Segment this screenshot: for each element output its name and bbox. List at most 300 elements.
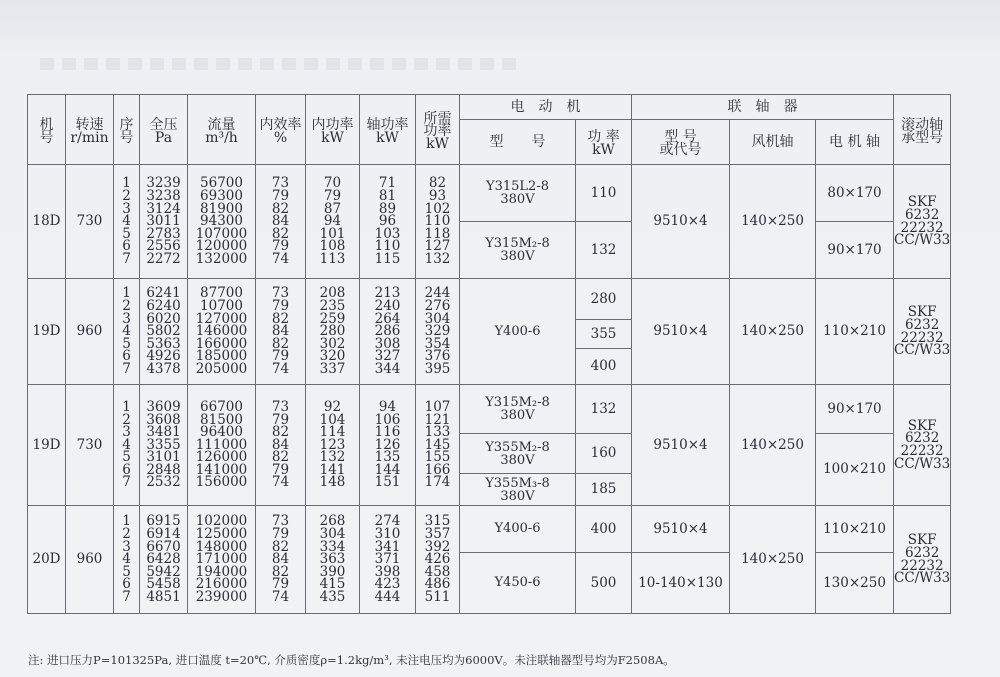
group2-shaft-power-value-2: 240 bbox=[374, 298, 401, 315]
group4-shaft-power-value-3: 341 bbox=[374, 538, 401, 555]
group4-internal-power-value-5: 390 bbox=[319, 563, 346, 580]
group4-efficiency-value-2: 79 bbox=[271, 526, 290, 543]
hdr-coupling-model bbox=[632, 120, 730, 165]
group3-motor-model-3-values bbox=[460, 477, 575, 502]
group4-bearing-value-1: SKF bbox=[907, 532, 937, 549]
group2-required-power-value-1: 244 bbox=[424, 285, 451, 302]
group3-seq-value-1: 1 bbox=[122, 398, 131, 415]
group1-pressure-value-7: 2272 bbox=[146, 250, 181, 267]
group1-flow-value-7: 132000 bbox=[195, 250, 248, 267]
group1-required-power-values bbox=[416, 177, 459, 265]
header-line-2: kW bbox=[321, 129, 344, 146]
group1-motor-power-2: 132 bbox=[576, 222, 632, 279]
group4-required-power-value-7: 511 bbox=[424, 588, 451, 605]
group4-required-power-value-4: 426 bbox=[424, 551, 451, 568]
hdr-shaft-power bbox=[360, 95, 416, 165]
group1-efficiency-values bbox=[256, 177, 305, 265]
group3-shaft-power-value-7: 151 bbox=[374, 474, 401, 491]
group4-seq-value-7: 7 bbox=[122, 588, 131, 605]
group4-coupling-model-2: 10-140×130 bbox=[632, 553, 730, 614]
header-line-2: kW bbox=[592, 142, 615, 158]
group4-flow-value-7: 239000 bbox=[195, 588, 248, 605]
group2-pressure-value-1: 6241 bbox=[146, 285, 181, 302]
group2-efficiency-value-4: 84 bbox=[271, 323, 290, 340]
group4-seq-value-6: 6 bbox=[122, 576, 131, 593]
group3-bearing-value-1: SKF bbox=[907, 417, 937, 434]
group2-seq-value-1: 1 bbox=[122, 285, 131, 302]
header-line-1: 序 bbox=[119, 116, 134, 133]
group1-pressure-value-1: 3239 bbox=[146, 175, 181, 192]
group2-seq-value-2: 2 bbox=[122, 298, 131, 315]
group1-seq-value-6: 6 bbox=[122, 238, 131, 255]
group3-internal-power-values bbox=[306, 398, 359, 491]
group4-pressure-value-7: 4851 bbox=[146, 588, 181, 605]
group2-internal-power-value-6: 320 bbox=[319, 348, 346, 365]
group1-pressure-values bbox=[140, 177, 187, 265]
group4-flow-value-5: 194000 bbox=[195, 563, 248, 580]
group4-pressure-value-4: 6428 bbox=[146, 551, 181, 568]
group4-bearing-values bbox=[894, 532, 951, 587]
group3-efficiency-value-7: 74 bbox=[271, 474, 290, 491]
group4-internal-power-value-1: 268 bbox=[319, 513, 346, 530]
group3-pressure bbox=[140, 385, 188, 506]
group1-coupling-model: 9510×4 bbox=[632, 165, 730, 279]
group2-internal-power-value-5: 302 bbox=[319, 335, 346, 352]
group3-seq bbox=[114, 385, 140, 506]
group2-seq bbox=[114, 279, 140, 385]
group2-shaft-power-value-7: 344 bbox=[374, 360, 401, 377]
group3-seq-value-2: 2 bbox=[122, 411, 131, 428]
footnote: 注: 进口压力P=101325Pa, 进口温度 t=20℃, 介质密度ρ=1.2kg/m³, 未注电压均为6000V。未注联轴器型号均为F2508A。 bbox=[28, 653, 675, 667]
group2-internal-power-value-3: 259 bbox=[319, 310, 346, 327]
hdr-coupling: 联 轴 器 bbox=[632, 95, 894, 120]
group2-seq-value-4: 4 bbox=[122, 323, 131, 340]
group4-motor-model-1: Y400-6 bbox=[460, 506, 576, 553]
group3-motor-model-3-value-1: Y355M₃-8 bbox=[485, 475, 550, 491]
group3-bearing-value-3: 22232 bbox=[900, 443, 944, 459]
group1-required-power-value-7: 132 bbox=[424, 250, 451, 267]
group1-seq-values bbox=[114, 177, 139, 265]
group4-motor-power-1: 400 bbox=[576, 506, 632, 553]
group1-speed: 730 bbox=[66, 165, 114, 279]
group2-shaft-power bbox=[360, 279, 416, 385]
group1-efficiency bbox=[256, 165, 306, 279]
header-line-2: Pa bbox=[154, 129, 173, 146]
group3-flow-value-1: 66700 bbox=[200, 398, 243, 415]
hdr-motor: 电 动 机 bbox=[460, 95, 632, 120]
group4-shaft-power-value-1: 274 bbox=[374, 513, 401, 530]
hdr-machine-no bbox=[28, 95, 66, 165]
hdr-flow bbox=[188, 95, 256, 165]
group3-flow-value-2: 81500 bbox=[200, 411, 243, 428]
group3-motor-model-2-value-2: 380V bbox=[500, 452, 535, 468]
group3-motor-shaft-1: 90×170 bbox=[816, 385, 894, 434]
group4-flow-value-4: 171000 bbox=[195, 551, 248, 568]
group3-motor-model-1-values bbox=[460, 396, 575, 421]
group3-efficiency-value-6: 79 bbox=[271, 461, 290, 478]
group1-shaft-power-value-7: 115 bbox=[374, 250, 401, 267]
group2-shaft-power-value-1: 213 bbox=[374, 285, 401, 302]
header-line-2: 号 bbox=[39, 129, 54, 146]
group3-motor-model-1-value-1: Y315M₂-8 bbox=[485, 395, 550, 411]
group4-pressure-value-6: 5458 bbox=[146, 576, 181, 593]
group3-required-power-values bbox=[416, 398, 459, 491]
group3-efficiency bbox=[256, 385, 306, 506]
group2-required-power-value-2: 276 bbox=[424, 298, 451, 315]
group1-internal-power-value-2: 79 bbox=[323, 188, 342, 205]
header-line-1: 全压 bbox=[149, 116, 178, 133]
group2-fan-shaft: 140×250 bbox=[730, 279, 816, 385]
group3-pressure-value-7: 2532 bbox=[146, 474, 181, 491]
group1-motor-power-1: 110 bbox=[576, 165, 632, 222]
group2-bearing-value-3: 22232 bbox=[900, 329, 944, 346]
group4-coupling-model-1: 9510×4 bbox=[632, 506, 730, 553]
group3-efficiency-value-1: 73 bbox=[271, 398, 290, 415]
group3-flow-value-4: 111000 bbox=[195, 436, 248, 453]
group1-seq-value-5: 5 bbox=[122, 225, 131, 242]
group2-required-power-values bbox=[416, 287, 459, 375]
group3-flow-value-7: 156000 bbox=[195, 474, 248, 491]
group1-machine-no: 18D bbox=[28, 165, 66, 279]
group4-internal-power-values bbox=[306, 515, 359, 603]
group2-motor-model: Y400-6 bbox=[460, 279, 576, 385]
group1-fan-shaft: 140×250 bbox=[730, 165, 816, 279]
group3-motor-model-1 bbox=[460, 385, 576, 434]
header-line-2: r/min bbox=[70, 129, 109, 146]
group4-bearing bbox=[894, 506, 951, 614]
group2-bearing bbox=[894, 279, 951, 385]
group3-motor-model-3 bbox=[460, 474, 576, 506]
group3-required-power-value-1: 107 bbox=[424, 398, 451, 415]
header-line-1: 所需 bbox=[423, 110, 452, 127]
group2-flow-value-2: 10700 bbox=[200, 298, 243, 315]
group3-flow-value-5: 126000 bbox=[195, 449, 248, 466]
header-line-2: m³/h bbox=[205, 129, 238, 146]
group2-internal-power-value-2: 235 bbox=[319, 298, 346, 315]
group4-shaft-power bbox=[360, 506, 416, 614]
group1-shaft-power-value-2: 81 bbox=[378, 188, 397, 205]
group2-efficiency-value-2: 79 bbox=[271, 298, 290, 315]
group3-required-power-value-7: 174 bbox=[424, 474, 451, 491]
group2-flow-value-5: 166000 bbox=[195, 335, 248, 352]
group2-flow-value-7: 205000 bbox=[195, 360, 248, 377]
group1-internal-power-values bbox=[306, 177, 359, 265]
group2-pressure-value-6: 4926 bbox=[146, 348, 181, 365]
group1-flow-value-3: 81900 bbox=[200, 200, 243, 217]
group4-bearing-value-4: CC/W33 bbox=[894, 570, 951, 587]
group4-efficiency-value-3: 82 bbox=[271, 538, 290, 555]
group2-flow-values bbox=[188, 287, 255, 375]
group2-bearing-value-1: SKF bbox=[907, 304, 937, 321]
group2-seq-value-7: 7 bbox=[122, 360, 131, 377]
group3-motor-power-2: 160 bbox=[576, 434, 632, 474]
group4-motor-model-2: Y450-6 bbox=[460, 553, 576, 614]
group1-efficiency-value-2: 79 bbox=[271, 188, 290, 205]
group3-machine-no: 19D bbox=[28, 385, 66, 506]
group2-bearing-value-4: CC/W33 bbox=[894, 342, 951, 359]
group1-required-power-value-4: 110 bbox=[424, 213, 451, 230]
header-line-2: % bbox=[273, 129, 288, 146]
group2-internal-power-value-7: 337 bbox=[319, 360, 346, 377]
group4-seq-value-4: 4 bbox=[122, 551, 131, 568]
group4-internal-power-value-2: 304 bbox=[319, 526, 346, 543]
group2-efficiency bbox=[256, 279, 306, 385]
group3-motor-power-1: 132 bbox=[576, 385, 632, 434]
header-line-1: 机 bbox=[39, 116, 54, 133]
group2-bearing-value-2: 6232 bbox=[904, 316, 940, 333]
group3-shaft-power-value-1: 94 bbox=[378, 398, 397, 415]
group3-flow-value-6: 141000 bbox=[195, 461, 248, 478]
header-line-2: 功率 bbox=[423, 123, 452, 140]
group3-motor-model-1-value-2: 380V bbox=[500, 408, 535, 423]
group1-internal-power-value-6: 108 bbox=[319, 238, 346, 255]
group4-shaft-power-value-5: 398 bbox=[374, 563, 401, 580]
group4-seq-value-2: 2 bbox=[122, 526, 131, 543]
group3-required-power-value-3: 133 bbox=[424, 424, 451, 441]
hdr-seq bbox=[114, 95, 140, 165]
group4-required-power-values bbox=[416, 515, 459, 603]
group2-bearing-values bbox=[894, 304, 951, 359]
group1-shaft-power-values bbox=[360, 177, 415, 265]
group3-internal-power-value-1: 92 bbox=[323, 398, 342, 415]
group4-pressure bbox=[140, 506, 188, 614]
group1-efficiency-value-6: 79 bbox=[271, 238, 290, 255]
hdr-internal-power bbox=[306, 95, 360, 165]
group3-required-power-value-4: 145 bbox=[424, 436, 451, 453]
hdr-motor-power bbox=[576, 120, 632, 165]
group4-required-power-value-6: 486 bbox=[424, 576, 451, 593]
group1-internal-power-value-3: 87 bbox=[323, 200, 342, 217]
group1-bearing-value-1: SKF bbox=[907, 194, 937, 211]
group2-motor-power-2: 355 bbox=[576, 320, 632, 349]
group4-flow-value-6: 216000 bbox=[195, 576, 248, 593]
group1-required-power-value-6: 127 bbox=[424, 238, 451, 255]
group4-seq bbox=[114, 506, 140, 614]
group2-speed: 960 bbox=[66, 279, 114, 385]
group4-pressure-value-3: 6670 bbox=[146, 538, 181, 555]
group2-machine-no: 19D bbox=[28, 279, 66, 385]
group1-pressure-value-6: 2556 bbox=[146, 238, 181, 255]
header-line-2: 号 bbox=[119, 129, 134, 146]
group4-motor-shaft-2: 130×250 bbox=[816, 553, 894, 614]
header-line-1: 轴功率 bbox=[366, 116, 409, 133]
group2-flow bbox=[188, 279, 256, 385]
group1-internal-power bbox=[306, 165, 360, 279]
group3-pressure-value-2: 3608 bbox=[146, 411, 181, 428]
group3-seq-values bbox=[114, 398, 139, 491]
group1-shaft-power-value-4: 96 bbox=[378, 213, 397, 230]
group1-motor-model-2-value-2: 380V bbox=[500, 249, 535, 264]
group4-required-power bbox=[416, 506, 460, 614]
group3-bearing-value-4: CC/W33 bbox=[894, 455, 951, 472]
group4-flow-value-1: 102000 bbox=[195, 513, 248, 530]
header-line-1: 流量 bbox=[207, 116, 236, 133]
hdr-speed bbox=[66, 95, 114, 165]
group4-shaft-power-values bbox=[360, 515, 415, 603]
group1-motor-model-1 bbox=[460, 165, 576, 222]
group3-coupling-model: 9510×4 bbox=[632, 385, 730, 506]
header-line-1: 滚动轴 bbox=[901, 116, 944, 133]
group1-seq-value-2: 2 bbox=[122, 188, 131, 205]
header-line-1: 功 率 bbox=[587, 129, 620, 146]
group3-internal-power bbox=[306, 385, 360, 506]
group4-flow-value-3: 148000 bbox=[195, 538, 248, 555]
group1-efficiency-value-4: 84 bbox=[271, 213, 290, 230]
group1-required-power-value-1: 82 bbox=[428, 175, 447, 192]
header-line-2: 或代号 bbox=[659, 142, 702, 158]
group4-seq-values bbox=[114, 515, 139, 603]
header-line-3: kW bbox=[426, 135, 449, 152]
group3-shaft-power-value-2: 106 bbox=[374, 411, 401, 428]
group3-shaft-power-value-6: 144 bbox=[374, 461, 401, 478]
group2-shaft-power-value-3: 264 bbox=[374, 310, 401, 327]
group3-fan-shaft: 140×250 bbox=[730, 385, 816, 506]
group4-pressure-values bbox=[140, 515, 187, 603]
hdr-bearing bbox=[894, 95, 951, 165]
group1-shaft-power-value-3: 89 bbox=[378, 200, 397, 217]
group2-required-power-value-3: 304 bbox=[424, 310, 451, 327]
group2-efficiency-value-5: 82 bbox=[271, 335, 290, 352]
fan-spec-table bbox=[27, 94, 951, 614]
group2-motor-power-1: 280 bbox=[576, 279, 632, 320]
group4-efficiency-values bbox=[256, 515, 305, 603]
group3-motor-model-3-value-2: 380V bbox=[500, 488, 535, 504]
group1-bearing-value-4: CC/W33 bbox=[894, 232, 951, 249]
group4-required-power-value-3: 392 bbox=[424, 538, 451, 555]
group3-efficiency-values bbox=[256, 398, 305, 491]
header-line-1: 内功率 bbox=[311, 116, 354, 133]
bleed-through-text bbox=[40, 58, 520, 70]
group1-pressure-value-3: 3124 bbox=[146, 200, 181, 217]
group2-pressure bbox=[140, 279, 188, 385]
group4-internal-power-value-6: 415 bbox=[319, 576, 346, 593]
group1-flow-value-4: 94300 bbox=[200, 213, 243, 230]
group2-seq-values bbox=[114, 287, 139, 375]
group2-shaft-power-value-6: 327 bbox=[374, 348, 401, 365]
group4-efficiency-value-5: 82 bbox=[271, 563, 290, 580]
group4-pressure-value-1: 6915 bbox=[146, 513, 181, 530]
group2-coupling-model: 9510×4 bbox=[632, 279, 730, 385]
header-line-1: 转速 bbox=[75, 116, 104, 133]
group1-required-power-value-2: 93 bbox=[428, 188, 447, 205]
group1-shaft-power-value-1: 71 bbox=[378, 175, 397, 192]
group4-fan-shaft: 140×250 bbox=[730, 506, 816, 614]
group3-motor-power-3: 185 bbox=[576, 474, 632, 506]
group1-internal-power-value-1: 70 bbox=[323, 175, 342, 192]
group3-pressure-value-3: 3481 bbox=[146, 424, 181, 441]
group3-efficiency-value-4: 84 bbox=[271, 436, 290, 453]
group1-flow-value-6: 120000 bbox=[195, 238, 248, 255]
group3-internal-power-value-4: 123 bbox=[319, 436, 346, 453]
group3-shaft-power bbox=[360, 385, 416, 506]
group3-bearing bbox=[894, 385, 951, 506]
group3-shaft-power-value-4: 126 bbox=[374, 436, 401, 453]
group4-pressure-value-5: 5942 bbox=[146, 563, 181, 580]
group1-internal-power-value-7: 113 bbox=[319, 250, 346, 267]
group4-motor-power-2: 500 bbox=[576, 553, 632, 614]
group2-efficiency-value-6: 79 bbox=[271, 348, 290, 365]
group3-pressure-values bbox=[140, 398, 187, 491]
group2-flow-value-6: 185000 bbox=[195, 348, 248, 365]
group2-pressure-values bbox=[140, 287, 187, 375]
group4-seq-value-1: 1 bbox=[122, 513, 131, 530]
group1-seq bbox=[114, 165, 140, 279]
group3-pressure-value-1: 3609 bbox=[146, 398, 181, 415]
group3-seq-value-5: 5 bbox=[122, 449, 131, 466]
group1-required-power bbox=[416, 165, 460, 279]
group1-internal-power-value-4: 94 bbox=[323, 213, 342, 230]
group3-internal-power-value-6: 141 bbox=[319, 461, 346, 478]
group2-required-power bbox=[416, 279, 460, 385]
group3-efficiency-value-2: 79 bbox=[271, 411, 290, 428]
group1-bearing bbox=[894, 165, 951, 279]
group3-shaft-power-values bbox=[360, 398, 415, 491]
group2-internal-power-values bbox=[306, 287, 359, 375]
group1-motor-model-2-values bbox=[460, 237, 575, 262]
group3-speed: 730 bbox=[66, 385, 114, 506]
group2-seq-value-5: 5 bbox=[122, 335, 131, 352]
group1-bearing-value-2: 6232 bbox=[904, 206, 940, 223]
group3-internal-power-value-7: 148 bbox=[319, 474, 346, 491]
group1-efficiency-value-7: 74 bbox=[271, 250, 290, 267]
group1-efficiency-value-3: 82 bbox=[271, 200, 290, 217]
group4-efficiency-value-6: 79 bbox=[271, 576, 290, 593]
group1-pressure bbox=[140, 165, 188, 279]
group2-pressure-value-2: 6240 bbox=[146, 298, 181, 315]
group3-flow-value-3: 96400 bbox=[200, 424, 243, 441]
group2-efficiency-value-1: 73 bbox=[271, 285, 290, 302]
group4-bearing-value-3: 22232 bbox=[900, 557, 944, 574]
header-line-2: kW bbox=[376, 129, 399, 146]
group1-seq-value-1: 1 bbox=[122, 175, 131, 192]
header-line-1: 内效率 bbox=[259, 116, 302, 133]
group4-shaft-power-value-6: 423 bbox=[374, 576, 401, 593]
group3-flow bbox=[188, 385, 256, 506]
group4-shaft-power-value-7: 444 bbox=[374, 588, 401, 605]
group2-shaft-power-value-5: 308 bbox=[374, 335, 401, 352]
group4-efficiency-value-1: 73 bbox=[271, 513, 290, 530]
group3-bearing-values bbox=[894, 417, 951, 472]
group1-motor-model-2-value-1: Y315M₂-8 bbox=[485, 236, 550, 252]
group1-seq-value-7: 7 bbox=[122, 250, 131, 267]
group1-bearing-values bbox=[894, 194, 951, 249]
group4-seq-value-3: 3 bbox=[122, 538, 131, 555]
group1-motor-model-1-values bbox=[460, 180, 575, 205]
group3-internal-power-value-2: 104 bbox=[319, 411, 346, 428]
group4-seq-value-5: 5 bbox=[122, 563, 131, 580]
group4-required-power-value-2: 357 bbox=[424, 526, 451, 543]
group3-bearing-value-2: 6232 bbox=[904, 430, 940, 447]
group2-efficiency-values bbox=[256, 287, 305, 375]
group4-shaft-power-value-2: 310 bbox=[374, 526, 401, 543]
group4-machine-no: 20D bbox=[28, 506, 66, 614]
group4-pressure-value-2: 6914 bbox=[146, 526, 181, 543]
group3-required-power-value-6: 166 bbox=[424, 461, 451, 478]
group4-motor-shaft-1: 110×210 bbox=[816, 506, 894, 553]
group2-pressure-value-3: 6020 bbox=[146, 310, 181, 327]
group3-motor-model-2 bbox=[460, 434, 576, 474]
group2-motor-shaft: 110×210 bbox=[816, 279, 894, 385]
hdr-required-power bbox=[416, 95, 460, 165]
group1-pressure-value-5: 2783 bbox=[146, 225, 181, 242]
group2-internal-power bbox=[306, 279, 360, 385]
header-line-1: 型 号 bbox=[664, 129, 697, 146]
group1-bearing-value-3: 22232 bbox=[900, 219, 944, 236]
group1-flow-value-5: 107000 bbox=[195, 225, 248, 242]
group4-speed: 960 bbox=[66, 506, 114, 614]
group4-efficiency-value-4: 84 bbox=[271, 551, 290, 568]
group2-required-power-value-4: 329 bbox=[424, 323, 451, 340]
